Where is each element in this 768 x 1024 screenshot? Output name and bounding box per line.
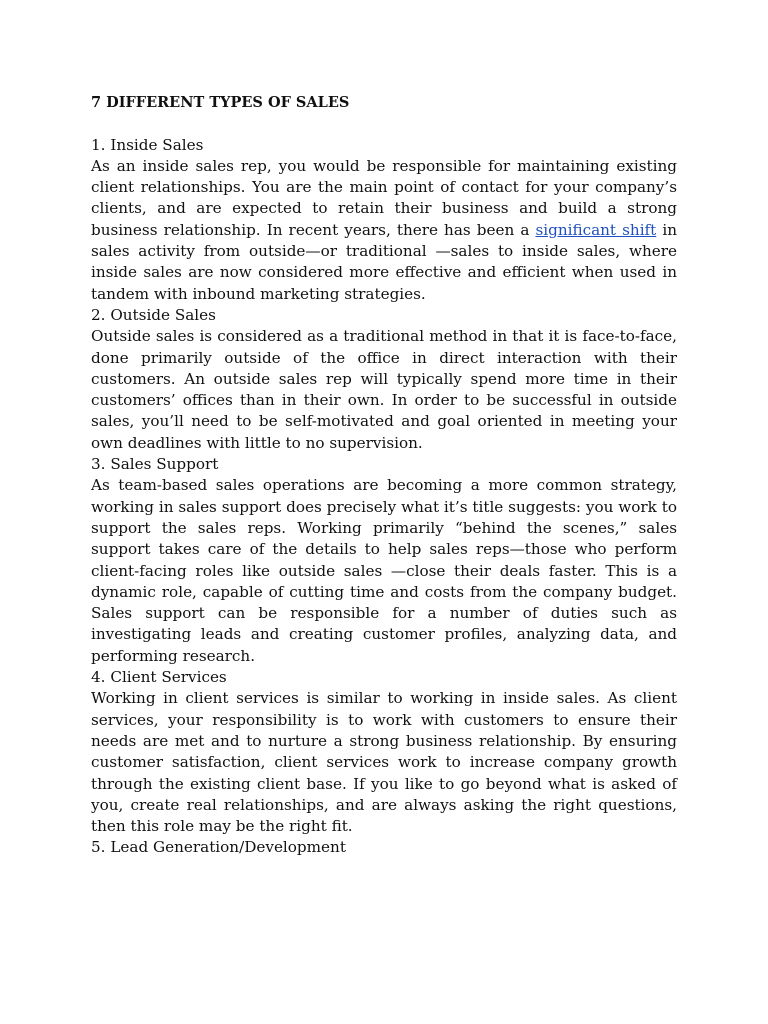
section-client-services [91,667,677,837]
section-heading: 3. Sales Support [91,455,219,474]
section-outside-sales [91,305,677,454]
section-heading: 4. Client Services [91,668,227,687]
paragraph-text: in sales activity from outside—or traditional —sales to inside sales, where inside sales are now considered more effective and efficient when used in tandem with inbound marketing strategies. [91,220,677,303]
paragraph-text: As an inside sales rep, you would be responsible for maintaining existing client relationships. You are the main point of contact for your company’s clients, and are expected to retain their business and build a strong business relationship. In recent years, there has been a [91,156,677,239]
significant-shift-link[interactable]: significant shift [535,220,657,239]
section-paragraph: As team-based sales operations are becoming a more common strategy, working in sales support does precisely what it’s title suggests: you work to support the sales reps. Working primarily “behind the scenes,” sales support takes care of the details to help sales reps—those who perform client-facing roles like outside sales —close their deals faster. This is a dynamic role, capable of cutting time and costs from the company budget. Sales support can be responsible for a number of duties such as investigating leads and creating customer profiles, analyzing data, and performing research. [91,476,677,665]
section-paragraph: Working in client services is similar to working in inside sales. As client services, your responsibility is to work with customers to ensure their needs are met and to nurture a strong business relationship. By ensuring customer satisfaction, client services work to increase company growth through the existing client base. If you like to go beyond what is asked of you, create real relationships, and are always asking the right questions, then this role may be the right fit. [91,689,677,836]
section-heading: 1. Inside Sales [91,135,204,154]
document-title: 7 DIFFERENT TYPES OF SALES [91,94,350,111]
section-heading: 2. Outside Sales [91,305,216,324]
blank-line [91,113,677,134]
section-heading: 5. Lead Generation/Development [91,838,346,857]
section-lead-generation [91,837,677,858]
document-page [91,92,677,859]
section-paragraph [91,156,677,305]
section-sales-support [91,454,677,667]
section-paragraph: Outside sales is considered as a traditional method in that it is face-to-face, done primarily outside of the office in direct interaction with their customers. An outside sales rep will typically spend more time in their customers’ offices than in their own. In order to be successful in outside sales, you’ll need to be self-motivated and goal oriented in meeting your own deadlines with little to no supervision. [91,327,677,452]
section-inside-sales [91,135,677,305]
